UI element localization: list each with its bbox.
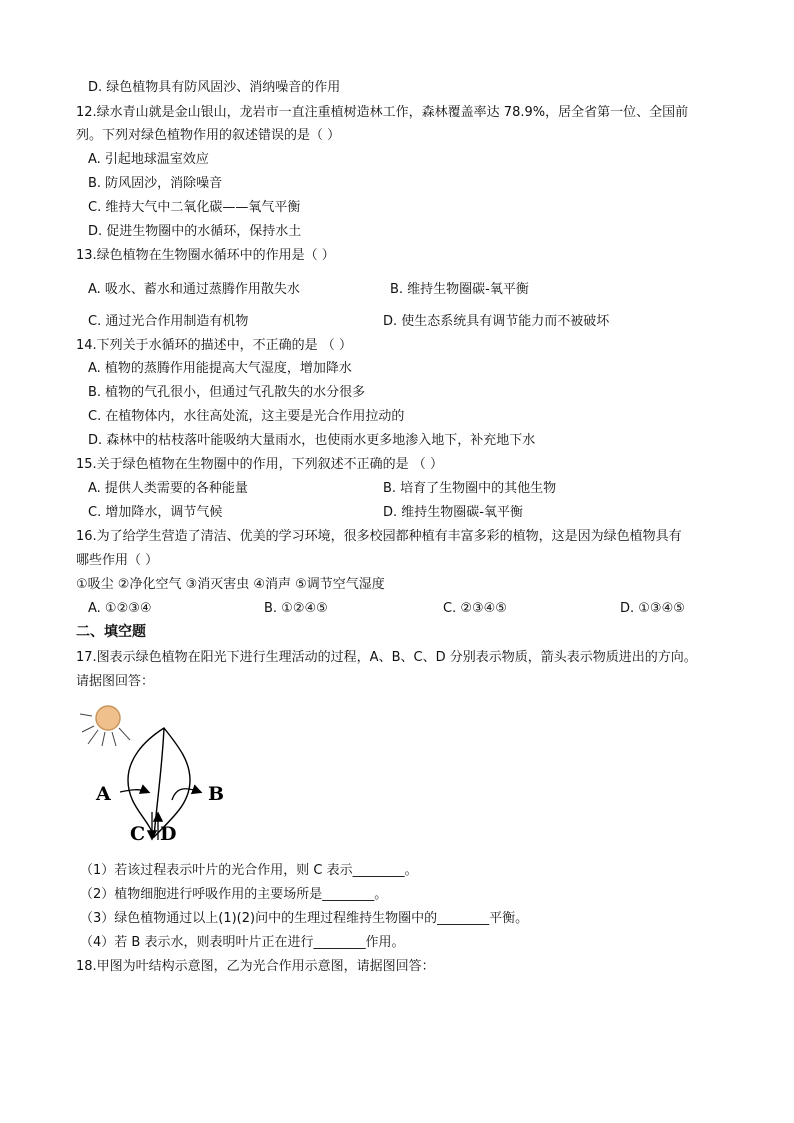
q14-stem: 14.下列关于水循环的描述中，不正确的是 （ ） xyxy=(76,338,352,353)
q17-sub4: （4）若 B 表示水，则表明叶片正在进行________作用。 xyxy=(80,935,405,950)
q18-stem: 18.甲图为叶结构示意图，乙为光合作用示意图，请据图回答： xyxy=(76,959,435,974)
q13-option-c: C. 通过光合作用制造有机物 xyxy=(88,314,249,329)
q14-option-c: C. 在植物体内，水往高处流，这主要是光合作用拉动的 xyxy=(88,409,405,424)
q17-sub1: （1）若该过程表示叶片的光合作用，则 C 表示________。 xyxy=(80,863,418,878)
q13-stem: 13.绿色植物在生物圈水循环中的作用是（ ） xyxy=(76,248,335,263)
q16-option-c: C. ②③④⑤ xyxy=(443,601,507,616)
q12-stem-line2: 列。下列对绿色植物作用的叙述错误的是（ ） xyxy=(76,128,341,143)
label-b: B xyxy=(208,783,225,805)
q14-option-a: A. 植物的蒸腾作用能提高大气湿度，增加降水 xyxy=(88,361,352,376)
q12-option-a: A. 引起地球温室效应 xyxy=(88,152,209,167)
q11-option-d: D. 绿色植物具有防风固沙、消纳噪音的作用 xyxy=(88,80,341,95)
arrow-a xyxy=(120,790,148,792)
sun-icon xyxy=(80,706,130,746)
q13-option-d: D. 使生态系统具有调节能力而不被破坏 xyxy=(383,314,610,329)
q15-stem: 15.关于绿色植物在生物圈中的作用，下列叙述不正确的是 （ ） xyxy=(76,457,443,472)
q12-option-d: D. 促进生物圈中的水循环，保持水土 xyxy=(88,224,302,239)
q14-option-d: D. 森林中的枯枝落叶能吸纳大量雨水，也使雨水更多地渗入地下，补充地下水 xyxy=(88,433,536,448)
q16-option-a: A. ①②③④ xyxy=(88,601,152,616)
q13-option-a: A. 吸水、蓄水和通过蒸腾作用散失水 xyxy=(88,282,300,297)
label-c: C xyxy=(130,823,146,845)
q14-option-b: B. 植物的气孔很小，但通过气孔散失的水分很多 xyxy=(88,385,366,400)
q16-stem-line2: 哪些作用（ ） xyxy=(76,553,159,568)
q15-option-d: D. 维持生物圈碳-氧平衡 xyxy=(383,505,523,520)
q15-option-c: C. 增加降水，调节气候 xyxy=(88,505,223,520)
label-a: A xyxy=(96,783,111,805)
label-d: D xyxy=(160,823,177,845)
q12-stem-line1: 12.绿水青山就是金山银山，龙岩市一直注重植树造林工作，森林覆盖率达 78.9%，居全省第一位、全国前 xyxy=(76,105,689,120)
leaf-photosynthesis-diagram xyxy=(76,700,236,850)
q17-sub3: （3）绿色植物通过以上(1)(2)问中的生理过程维持生物圈中的________平衡。 xyxy=(80,911,529,926)
q16-stem-line1: 16.为了给学生营造了清洁、优美的学习环境，很多校园都种植有丰富多彩的植物，这是因为绿色植物具有 xyxy=(76,529,682,544)
q16-option-b: B. ①②④⑤ xyxy=(264,601,328,616)
q12-option-b: B. 防风固沙，消除噪音 xyxy=(88,176,223,191)
q13-option-b: B. 维持生物圈碳-氧平衡 xyxy=(390,282,529,297)
q17-stem-line2: 请据图回答： xyxy=(76,674,155,689)
leaf-icon xyxy=(128,728,190,837)
section-heading-fill-in: 二、填空题 xyxy=(76,624,146,640)
q12-option-c: C. 维持大气中二氧化碳——氧气平衡 xyxy=(88,200,301,215)
q17-sub2: （2）植物细胞进行呼吸作用的主要场所是________。 xyxy=(80,887,388,902)
q16-option-d: D. ①③④⑤ xyxy=(620,601,685,616)
q17-stem-line1: 17.图表示绿色植物在阳光下进行生理活动的过程，A、B、C、D 分别表示物质，箭头表示物质进出的方向。 xyxy=(76,650,697,665)
q16-items: ①吸尘 ②净化空气 ③消灭害虫 ④消声 ⑤调节空气湿度 xyxy=(76,577,385,592)
q15-option-a: A. 提供人类需要的各种能量 xyxy=(88,481,248,496)
q15-option-b: B. 培育了生物圈中的其他生物 xyxy=(383,481,557,496)
